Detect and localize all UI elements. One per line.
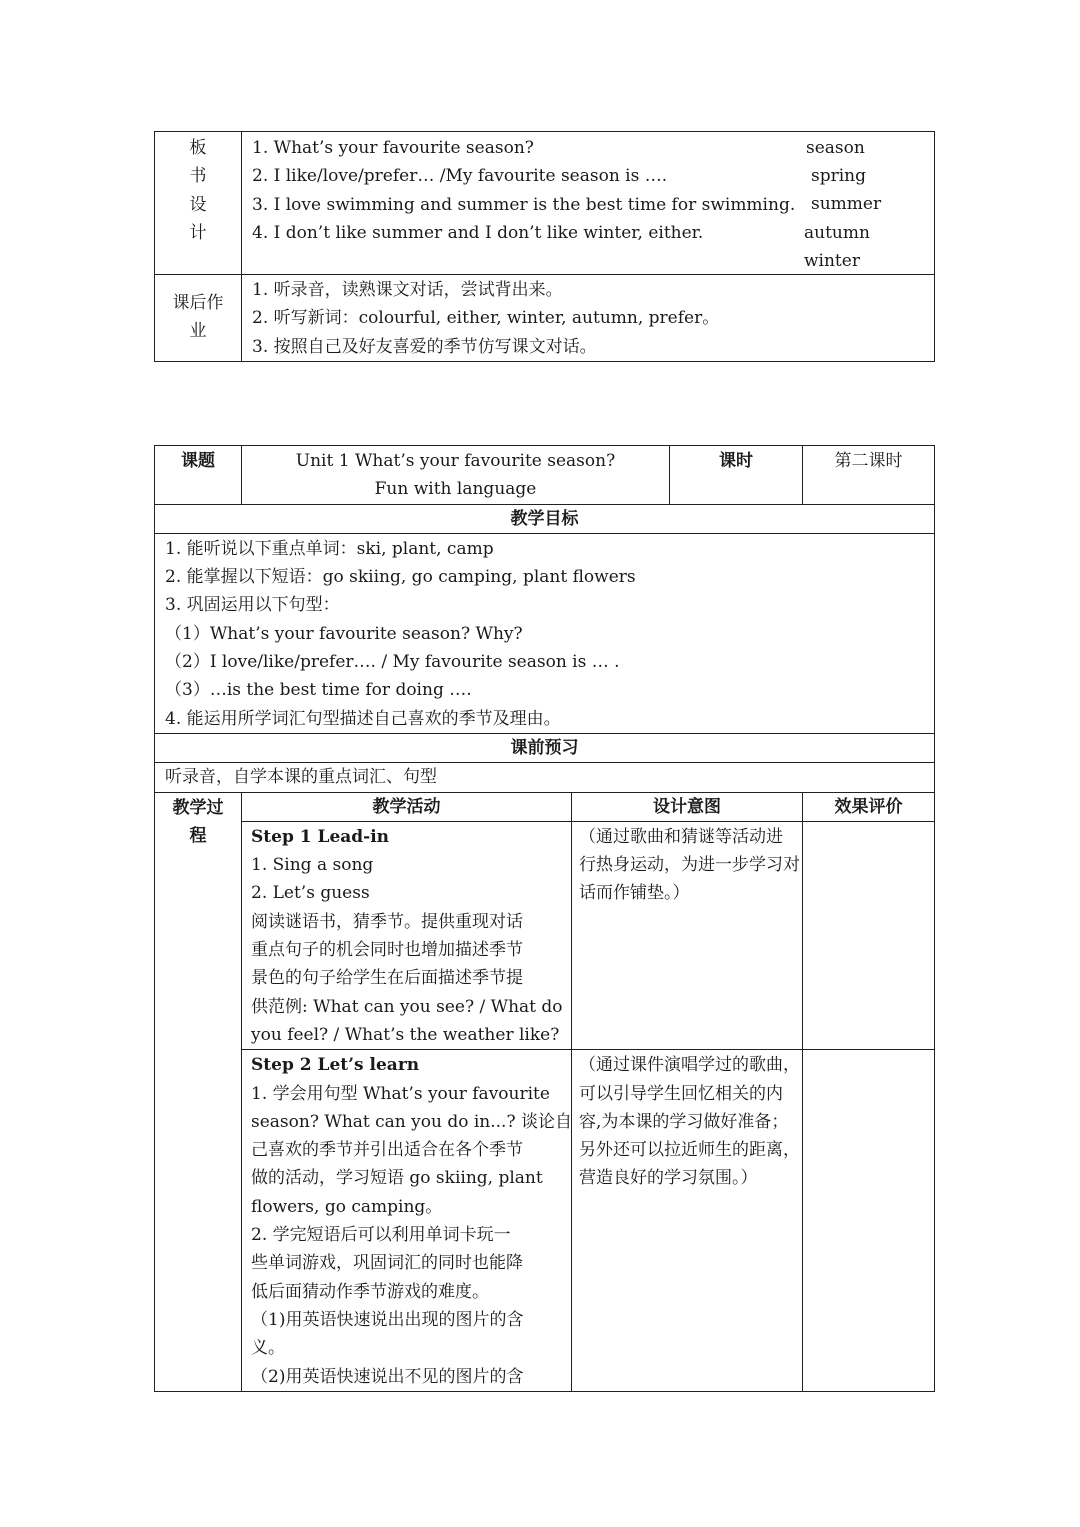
step-line: 阅读谜语书，猜季节。提供重现对话	[251, 911, 523, 932]
homework-label: 业	[189, 321, 207, 342]
step-line: 2. Let’s guess	[251, 883, 370, 904]
step-title: Step 1 Lead-in	[251, 826, 390, 847]
period-label: 课时	[719, 451, 753, 471]
preview-header: 课前预习	[510, 737, 579, 758]
step-title: Step 2 Let’s learn	[251, 1055, 420, 1076]
objective-item: （2）I love/like/prefer…. / My favourite season is … .	[165, 652, 620, 673]
step-line: 低后面猜动作季节游戏的难度。	[251, 1281, 489, 1302]
preview-header-row	[155, 733, 935, 762]
step-intent-cell	[572, 821, 803, 1049]
step-line: flowers, go camping。	[251, 1196, 443, 1217]
board-design-label-char: 书	[189, 166, 207, 187]
objective-item: 1. 能听说以下重点单词：ski, plant, camp	[165, 538, 494, 559]
step-line: 义。	[251, 1338, 285, 1359]
board-word: summer	[811, 194, 882, 214]
objectives-header: 教学目标	[510, 508, 579, 529]
lesson-plan-table	[154, 445, 935, 1392]
objective-item: 2. 能掌握以下短语：go skiing, go camping, plant flowers	[165, 567, 636, 588]
step-evaluation-cell	[803, 821, 935, 1049]
step-line: 1. 学会用句型 What’s your favourite	[251, 1083, 550, 1104]
step-intent-cell	[572, 1050, 803, 1392]
objective-item: 4. 能运用所学词汇句型描述自己喜欢的季节及理由。	[165, 708, 561, 729]
homework-item: 2. 听写新词：colourful, either, winter, autumn, prefer。	[252, 308, 720, 329]
step-line: 景色的句子给学生在后面描述季节提	[251, 968, 523, 989]
topic-value-cell	[242, 446, 670, 505]
step-line: you feel? / What’s the weather like?	[251, 1024, 560, 1045]
objective-item: 3. 巩固运用以下句型：	[165, 595, 340, 616]
board-design-label-char: 板	[189, 138, 207, 158]
board-design-label-char: 设	[189, 194, 207, 215]
board-word: autumn	[804, 223, 870, 243]
activity-header: 教学活动	[372, 796, 441, 817]
board-sentence: 2. I like/love/prefer… /My favourite season is ….	[252, 166, 668, 187]
objective-item: （3）…is the best time for doing ….	[165, 680, 472, 701]
objectives-header-row	[155, 504, 935, 533]
objective-item: （1）What’s your favourite season? Why?	[165, 623, 523, 644]
intent-line: 可以引导学生回忆相关的内	[579, 1083, 783, 1104]
board-sentence: 4. I don’t like summer and I don’t like winter, either.	[252, 222, 704, 243]
board-sentence: 3. I love swimming and summer is the best time for swimming.	[252, 194, 796, 215]
objectives-row	[155, 533, 935, 733]
step-line: 己喜欢的季节并引出适合在各个季节	[251, 1140, 523, 1161]
board-design-label-char: 计	[189, 222, 207, 243]
process-label: 程	[189, 825, 207, 846]
intent-line: 营造良好的学习氛围。）	[579, 1168, 758, 1189]
step-line: 1. Sing a song	[251, 855, 374, 876]
board-sentence: 1. What’s your favourite season?	[252, 138, 534, 158]
evaluation-header: 效果评价	[834, 796, 903, 817]
step-line: 供范例: What can you see? / What do	[251, 996, 563, 1017]
step-activity-cell	[242, 821, 572, 1049]
process-label: 教学过	[172, 797, 224, 818]
topic-label-cell	[155, 446, 242, 505]
intent-header: 设计意图	[653, 796, 721, 817]
period-label-cell	[670, 446, 803, 505]
homework-item: 1. 听录音，读熟课文对话，尝试背出来。	[252, 280, 563, 300]
homework-label: 课后作	[172, 293, 224, 313]
step-line: season? What can you do in...? 谈论自	[251, 1111, 572, 1132]
topic-title: Unit 1 What’s your favourite season?	[295, 451, 616, 471]
activity-header-cell	[242, 792, 572, 821]
intent-line: 话而作铺垫。）	[579, 883, 690, 904]
topic-row	[155, 446, 935, 505]
step-row	[155, 821, 935, 1049]
step-row	[155, 1050, 935, 1392]
board-homework-table	[154, 131, 935, 362]
board-word: season	[806, 138, 865, 158]
step-line: （1)用英语快速说出出现的图片的含	[251, 1309, 524, 1330]
topic-label: 课题	[181, 451, 215, 471]
period-value-cell	[803, 446, 935, 505]
step-line: 些单词游戏，巩固词汇的同时也能降	[251, 1253, 523, 1274]
objectives-cell	[155, 533, 935, 733]
preview-text: 听录音，自学本课的重点词汇、句型	[165, 767, 437, 788]
preview-cell	[155, 763, 935, 792]
intent-line: 容,为本课的学习做好准备；	[579, 1111, 789, 1132]
intent-line: 行热身运动，为进一步学习对	[579, 855, 800, 876]
preview-row	[155, 763, 935, 792]
board-word: spring	[811, 166, 867, 186]
objectives-header-cell	[155, 504, 935, 533]
step-line: 做的活动，学习短语 go skiing, plant	[251, 1168, 543, 1189]
board-design-row	[155, 132, 935, 275]
period-value: 第二课时	[834, 451, 903, 471]
homework-item: 3. 按照自己及好友喜爱的季节仿写课文对话。	[252, 336, 597, 357]
preview-header-cell	[155, 733, 935, 762]
intent-header-cell	[572, 792, 803, 821]
evaluation-header-cell	[803, 792, 935, 821]
step-line: 2. 学完短语后可以利用单词卡玩一	[251, 1225, 511, 1246]
step-activity-cell	[242, 1050, 572, 1392]
board-design-label-cell	[155, 132, 242, 275]
step-line: （2)用英语快速说出不见的图片的含	[251, 1366, 524, 1387]
step-evaluation-cell	[803, 1050, 935, 1392]
intent-line: 另外还可以拉近师生的距离，	[579, 1140, 800, 1161]
intent-line: （通过课件演唱学过的歌曲，	[579, 1055, 800, 1076]
process-header-row	[155, 792, 935, 821]
homework-label-cell	[155, 275, 242, 362]
homework-row	[155, 275, 935, 362]
homework-content-cell	[242, 275, 935, 362]
board-design-content-cell	[242, 132, 935, 275]
step-line: 重点句子的机会同时也增加描述季节	[251, 940, 523, 961]
board-word: winter	[804, 251, 860, 271]
process-label-cell	[155, 792, 242, 1391]
intent-line: （通过歌曲和猜谜等活动进	[579, 826, 783, 847]
topic-subtitle: Fun with language	[374, 479, 537, 500]
